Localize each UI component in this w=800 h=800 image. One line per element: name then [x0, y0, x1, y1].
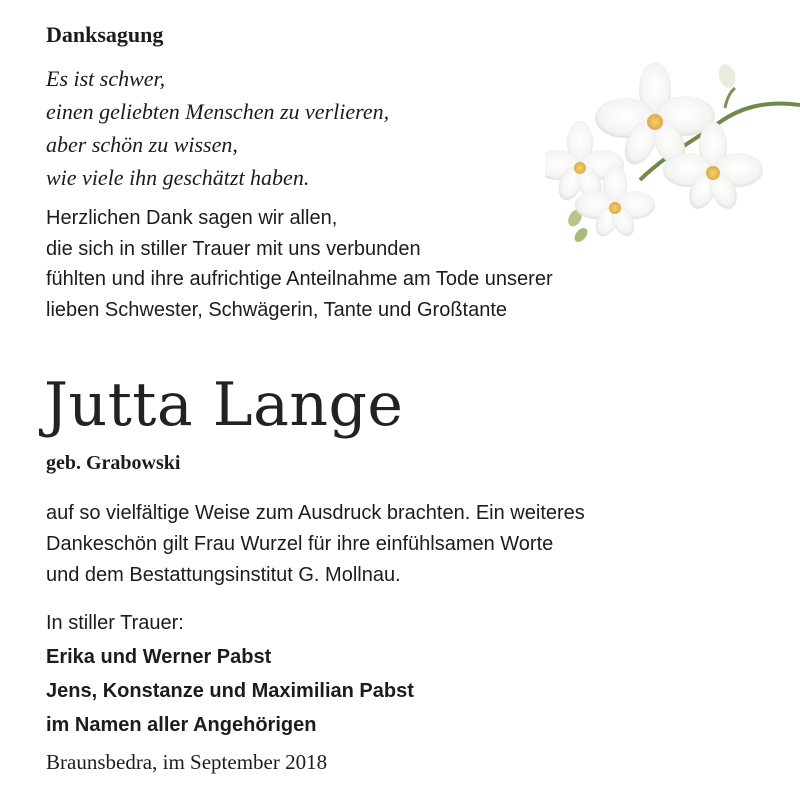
- quote-line: wie viele ihn geschätzt haben.: [46, 165, 310, 190]
- mourners-block: [46, 606, 414, 742]
- mourner-line: Erika und Werner Pabst: [46, 646, 272, 668]
- continuation-line: auf so vielfältige Weise zum Ausdruck brachten. Ein weiteres: [46, 502, 585, 524]
- notice-heading: Danksagung: [46, 22, 164, 47]
- continuation-line: Dankeschön gilt Frau Wurzel für ihre einfühlsamen Worte: [46, 533, 554, 555]
- mourning-intro: In stiller Trauer:: [46, 612, 184, 634]
- mourner-line: im Namen aller Angehörigen: [46, 714, 317, 736]
- mourner-line: Jens, Konstanze und Maximilian Pabst: [46, 680, 414, 702]
- continuation-paragraph: [46, 498, 585, 591]
- thanks-line: Herzlichen Dank sagen wir allen,: [46, 207, 338, 229]
- thanks-line: lieben Schwester, Schwägerin, Tante und Großtante: [46, 298, 508, 321]
- deceased-name: Jutta Lange: [44, 370, 404, 440]
- memorial-quote: [46, 62, 389, 194]
- thanks-line: die sich in stiller Trauer mit uns verbunden: [46, 237, 421, 260]
- quote-line: Es ist schwer,: [46, 66, 166, 91]
- place-date: Braunsbedra, im September 2018: [46, 750, 328, 774]
- white-orchid-icon: [545, 30, 800, 255]
- continuation-line: und dem Bestattungsinstitut G. Mollnau.: [46, 564, 401, 586]
- maiden-name: geb. Grabowski: [46, 452, 181, 474]
- quote-line: einen geliebten Menschen zu verlieren,: [46, 99, 390, 124]
- thanks-line: fühlten und ihre aufrichtige Anteilnahme am Tode unserer: [46, 268, 553, 290]
- thanks-paragraph: [46, 203, 553, 325]
- quote-line: aber schön zu wissen,: [46, 132, 238, 157]
